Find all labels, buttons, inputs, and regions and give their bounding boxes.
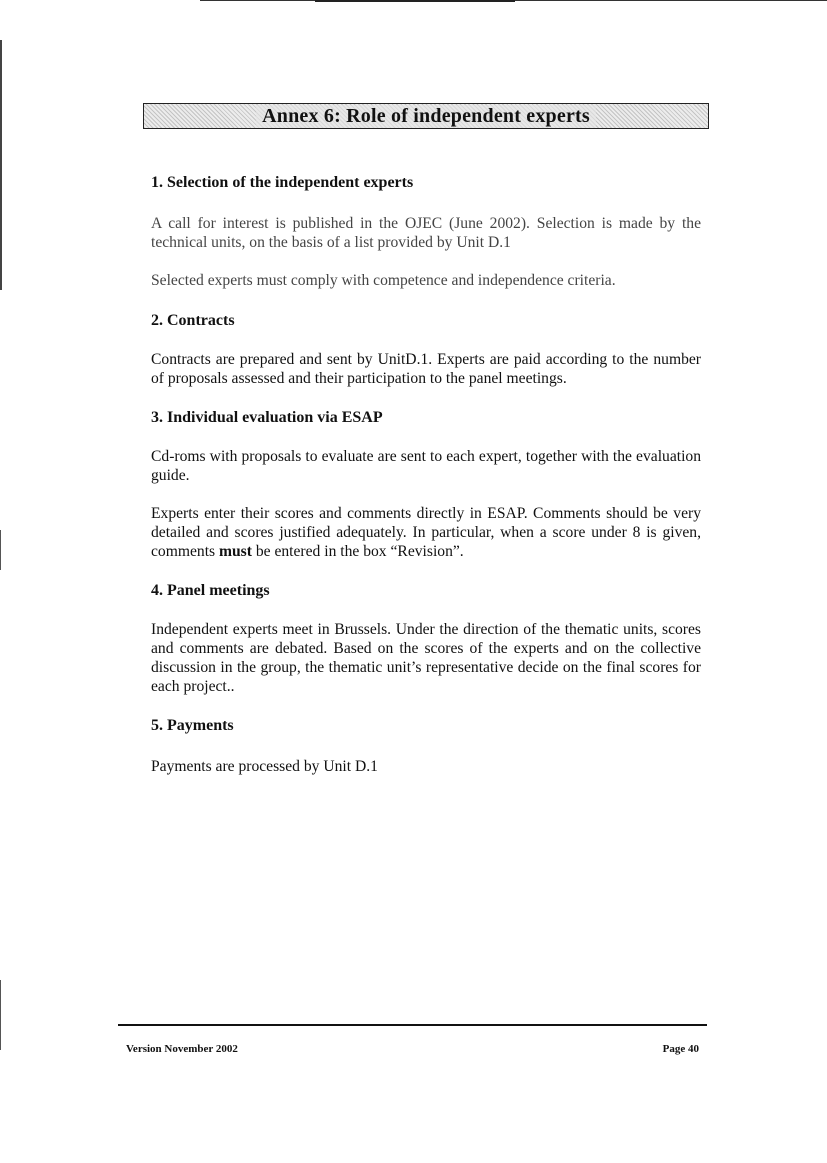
paragraph-cdroms: Cd-roms with proposals to evaluate are sent to each expert, together with the evaluation guide. <box>151 448 701 484</box>
paragraph-payments: Payments are processed by Unit D.1 <box>151 758 378 775</box>
paragraph-experts-scores-text: Experts enter their scores and comments directly in ESAP. Comments should be very detailed and scores justified adequately. In particular, when a score under 8 is given, comments <box>151 505 701 560</box>
section-heading-panel-meetings: 4. Panel meetings <box>151 582 270 599</box>
scan-artifact-line <box>315 0 515 2</box>
section-heading-contracts: 2. Contracts <box>151 312 235 329</box>
scan-artifact-edge <box>0 40 2 290</box>
emphasis-must: must <box>219 543 252 560</box>
section-heading-individual-evaluation: 3. Individual evaluation via ESAP <box>151 409 383 426</box>
footer-version: Version November 2002 <box>126 1043 238 1055</box>
paragraph-experts-scores-end: be entered in the box “Revision”. <box>251 543 464 560</box>
scan-artifact-edge <box>0 530 1 570</box>
annex-title-box <box>143 103 709 129</box>
paragraph-panel-meetings: Independent experts meet in Brussels. Under the direction of the thematic units, scores and comments are debated. Based on the scores of the experts and on the collective discussion in the group, the thematic unit’s representative decide on the final scores for each project.. <box>151 621 701 695</box>
section-heading-selection: 1. Selection of the independent experts <box>151 174 414 191</box>
annex-title: Annex 6: Role of independent experts <box>256 105 596 128</box>
document-body <box>151 170 701 776</box>
paragraph-contracts: Contracts are prepared and sent by UnitD.1. Experts are paid according to the number of proposals assessed and their participation to the panel meetings. <box>151 351 701 387</box>
paragraph-selection-call: A call for interest is published in the OJEC (June 2002). Selection is made by the technical units, on the basis of a list provided by Unit D.1 <box>151 215 701 251</box>
footer-rule <box>118 1024 707 1026</box>
scan-artifact-edge <box>0 980 1 1050</box>
footer-page-number: Page 40 <box>662 1043 699 1055</box>
section-heading-payments: 5. Payments <box>151 717 234 734</box>
paragraph-experts-scores <box>151 504 701 561</box>
paragraph-selection-criteria: Selected experts must comply with competence and independence criteria. <box>151 272 616 289</box>
